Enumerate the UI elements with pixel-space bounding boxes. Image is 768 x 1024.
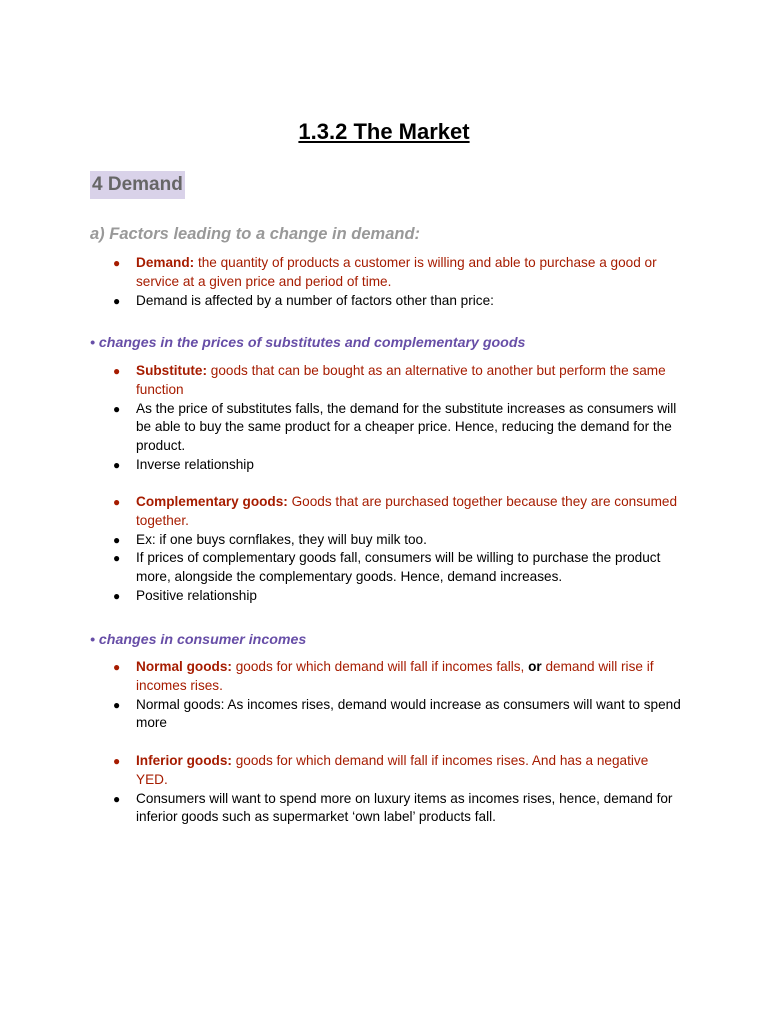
bullet-icon: ●: [113, 401, 121, 416]
definition-text: goods that can be bought as an alternative to another but perform the same function: [136, 363, 666, 397]
definition-text: the quantity of products a customer is willing and able to purchase a good or service at a given price and period of time.: [136, 255, 657, 289]
list-item: [0, 658, 768, 696]
term-substitute: Substitute:: [136, 363, 207, 378]
term-demand: Demand:: [136, 255, 195, 270]
definition-text: demand will rise if incomes rises.: [136, 659, 654, 693]
item-text: Ex: if one buys cornflakes, they will buy milk too.: [136, 531, 427, 547]
list-item: [0, 587, 768, 606]
item-text: Inverse relationship: [136, 456, 254, 472]
bullet-icon: ●: [113, 495, 121, 509]
topic-heading-incomes: • changes in consumer incomes: [90, 632, 307, 648]
list-item: [0, 254, 768, 292]
list-item: [0, 531, 768, 550]
page-title: 1.3.2 The Market: [298, 119, 470, 144]
intro-list: [0, 254, 768, 310]
bullet-icon: ●: [113, 364, 121, 378]
item-text: Consumers will want to spend more on luxury items as incomes rises, hence, demand for inferior goods such as supermarket ‘own label’ products fall.: [136, 790, 673, 825]
definition-text: goods for which demand will fall if incomes falls,: [231, 659, 529, 674]
item-text: If prices of complementary goods fall, consumers will be willing to purchase the product more, alongside the complementary goods. Hence, demand increases.: [136, 550, 661, 585]
bullet-icon: ●: [113, 457, 121, 472]
substitute-list: [0, 362, 768, 475]
item-text: As the price of substitutes falls, the demand for the substitute increases as consumers will be able to buy the same product for a cheaper price. Hence, reducing the demand for the product.: [136, 400, 677, 454]
term-inferior-goods: Inferior goods:: [136, 753, 232, 768]
bullet-icon: ●: [113, 697, 121, 712]
list-item: [0, 696, 768, 734]
bullet-icon: ●: [113, 791, 121, 806]
list-item: [0, 292, 768, 311]
list-item: [0, 752, 768, 790]
complementary-list: [0, 493, 768, 606]
topic-heading-substitutes: • changes in the prices of substitutes and complementary goods: [90, 335, 526, 351]
list-item: [0, 549, 768, 587]
definition-text: goods for which demand will fall if incomes rises. And has a negative YED.: [136, 753, 649, 787]
list-item: [0, 493, 768, 531]
list-item: [0, 456, 768, 475]
bullet-icon: ●: [113, 532, 121, 547]
bullet-icon: ●: [113, 660, 121, 674]
item-text: Positive relationship: [136, 587, 257, 603]
list-item: [0, 790, 768, 828]
definition-text: Goods that are purchased together because they are consumed together.: [136, 494, 678, 528]
item-text: Demand is affected by a number of factors other than price:: [136, 292, 494, 308]
item-text: Normal goods: As incomes rises, demand would increase as consumers will want to spend more: [136, 696, 681, 731]
normal-goods-list: [0, 658, 768, 733]
term-normal-goods: Normal goods:: [136, 659, 232, 674]
bullet-icon: ●: [113, 551, 121, 566]
bullet-icon: ●: [113, 293, 121, 308]
section-heading: 4 Demand: [90, 171, 185, 199]
inferior-goods-list: [0, 752, 768, 827]
list-item: [0, 362, 768, 400]
bullet-icon: ●: [113, 588, 121, 603]
bullet-icon: ●: [113, 256, 121, 270]
factors-subheading: a) Factors leading to a change in demand:: [90, 225, 421, 243]
list-item: [0, 400, 768, 456]
or-emphasis: or: [528, 659, 542, 674]
term-complementary: Complementary goods:: [136, 494, 288, 509]
bullet-icon: ●: [113, 754, 121, 768]
